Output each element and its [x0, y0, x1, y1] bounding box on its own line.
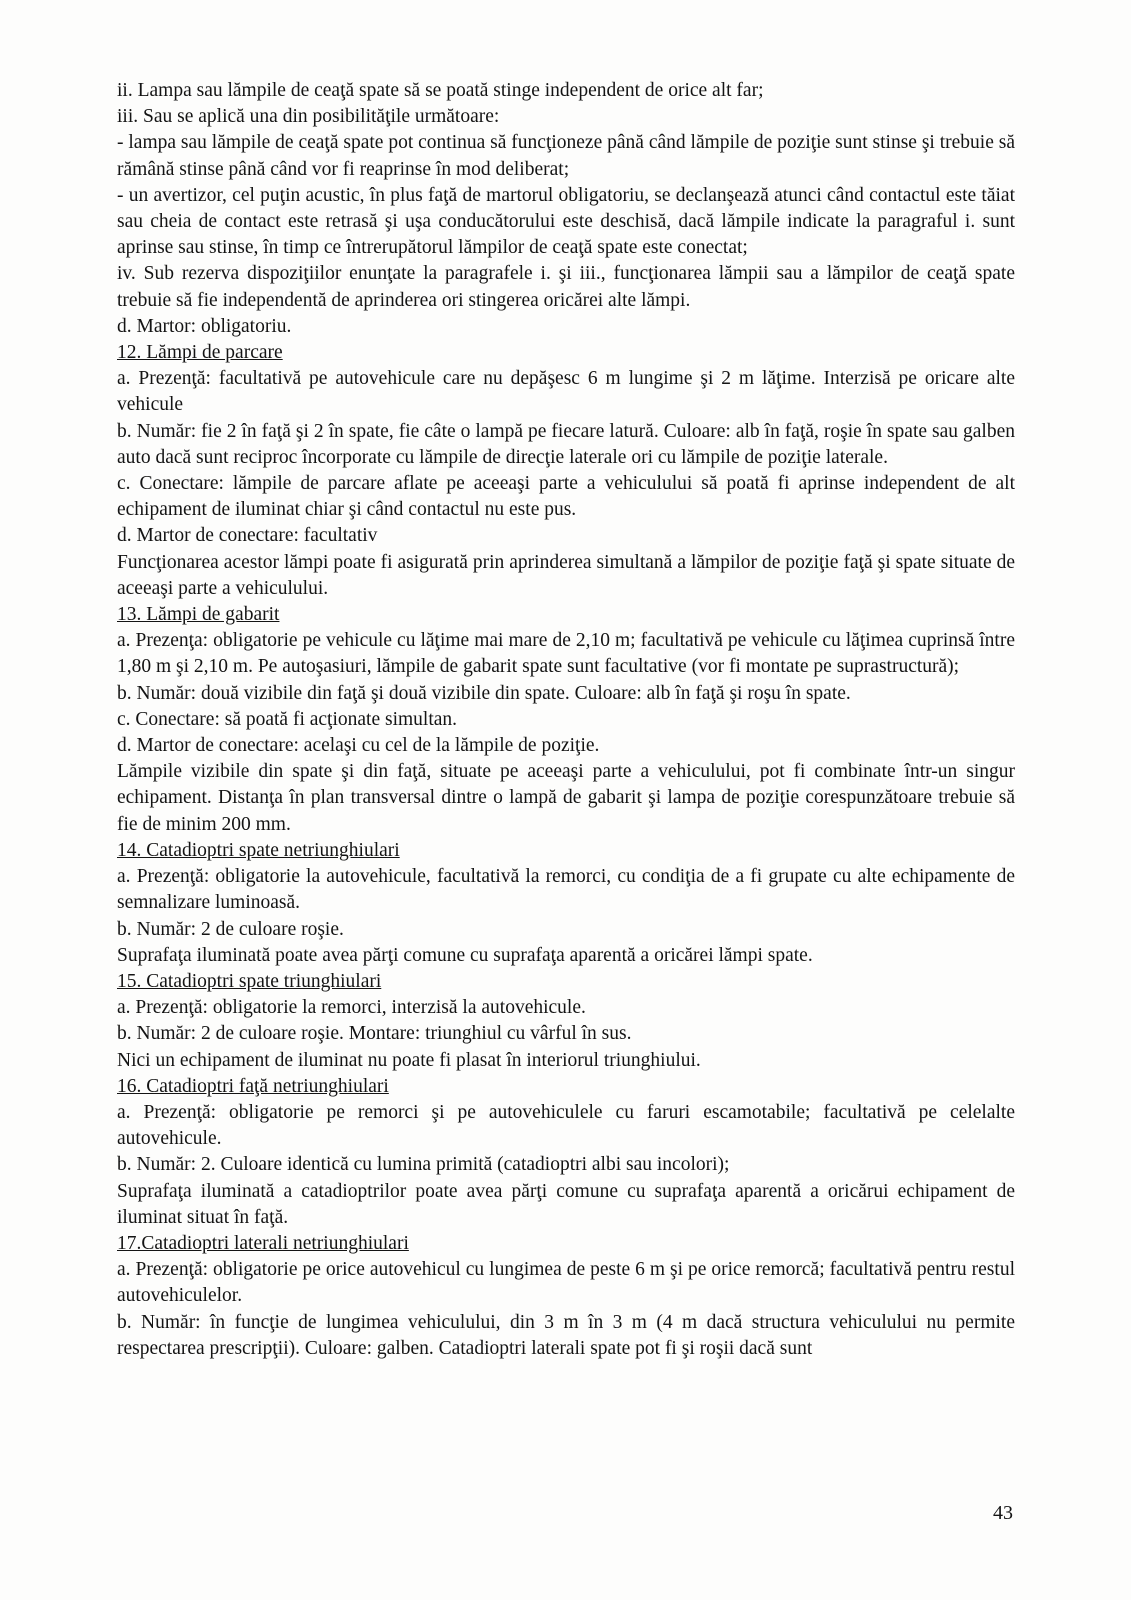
paragraph: Suprafaţa iluminată poate avea părţi comune cu suprafaţa aparentă a oricărei lămpi spate. [117, 944, 813, 966]
paragraph: b. Număr: în funcţie de lungimea vehiculului, din 3 m în 3 m (4 m dacă structura vehiculului nu permite respectarea prescripţii). Culoare: galben. Catadioptri laterali spate pot fi şi roşii dacă sunt [117, 1311, 1015, 1359]
paragraph: iii. Sau se aplică una din posibilităţile următoare: [117, 106, 500, 128]
paragraph: b. Număr: 2. Culoare identică cu lumina primită (catadioptri albi sau incolori); [117, 1154, 730, 1176]
paragraph: b. Număr: 2 de culoare roşie. Montare: triunghiul cu vârful în sus. [117, 1023, 632, 1045]
paragraph: a. Prezenţă: obligatorie pe orice autovehicul cu lungimea de peste 6 m şi pe orice remorcă; facultativă pentru restul autovehiculelor. [117, 1259, 1015, 1307]
section-heading: 14. Catadioptri spate netriunghiulari [117, 839, 400, 861]
paragraph: Lămpile vizibile din spate şi din faţă, situate pe aceeaşi parte a vehiculului, pot fi combinate într-un singur echipament. Distanţa în plan transversal dintre o lampă de gabarit şi lampa de poziţie corespunzătoare trebuie să fie de minim 200 mm. [117, 761, 1015, 835]
paragraph: a. Prezenţă: obligatorie la remorci, interzisă la autovehicule. [117, 997, 586, 1019]
section-heading: 15. Catadioptri spate triunghiulari [117, 970, 382, 992]
section-heading: 12. Lămpi de parcare [117, 342, 283, 364]
paragraph: a. Prezenţă: obligatorie pe remorci şi pe autovehiculele cu faruri escamotabile; facultativă pe celelalte autovehicule. [117, 1101, 1015, 1150]
paragraph: ii. Lampa sau lămpile de ceaţă spate să se poată stinge independent de orice alt far; [117, 80, 764, 101]
page-number: 43 [993, 1502, 1013, 1524]
paragraph: b. Număr: 2 de culoare roşie. [117, 918, 344, 940]
section-heading: 17.Catadioptri laterali netriunghiulari [117, 1232, 409, 1254]
paragraph: b. Număr: două vizibile din faţă şi două vizibile din spate. Culoare: alb în faţă şi roşu în spate. [117, 682, 851, 704]
paragraph: - lampa sau lămpile de ceaţă spate pot continua să funcţioneze până când lămpile de poziţie sunt stinse şi trebuie să rămână stinse până când vor fi reaprinse în mod deliberat; [117, 132, 1015, 180]
paragraph: d. Martor de conectare: facultativ [117, 525, 378, 547]
paragraph: c. Conectare: să poată fi acţionate simultan. [117, 708, 458, 730]
paragraph: b. Număr: fie 2 în faţă şi 2 în spate, fie câte o lampă pe fiecare latură. Culoare: alb în faţă, roşie în spate sau galben auto dacă sunt reciproc încorporate cu lămpile de direcţie laterale ori cu lămpile de poziţie laterale. [117, 420, 1015, 468]
paragraph: Suprafaţa iluminată a catadioptrilor poate avea părţi comune cu suprafaţa aparentă a oricărui echipament de iluminat situat în faţă. [117, 1180, 1015, 1228]
document-content [117, 78, 1015, 1362]
paragraph: a. Prezenţă: obligatorie la autovehicule, facultativă la remorci, cu condiţia de a fi grupate cu alte echipamente de semnalizare luminoasă. [117, 866, 1015, 914]
section-heading: 16. Catadioptri faţă netriunghiulari [117, 1075, 389, 1097]
paragraph: - un avertizor, cel puţin acustic, în plus faţă de martorul obligatoriu, se declanşează atunci când contactul este tăiat sau cheia de contact este retrasă şi uşa conducătorului este deschisă, dacă lămpile indicate la paragraful i. sunt aprinse sau stinse, în timp ce întrerupătorul lămpilor de ceaţă spate este conectat; [117, 184, 1015, 259]
section-heading: 13. Lămpi de gabarit [117, 604, 280, 626]
paragraph: c. Conectare: lămpile de parcare aflate pe aceeaşi parte a vehiculului să poată fi aprinse independent de alt echipament de iluminat chiar şi când contactul nu este pus. [117, 473, 1015, 521]
paragraph: d. Martor de conectare: acelaşi cu cel de la lămpile de poziţie. [117, 735, 600, 757]
paragraph: a. Prezenţa: obligatorie pe vehicule cu lăţime mai mare de 2,10 m; facultativă pe vehicule cu lăţimea cuprinsă între 1,80 m şi 2,10 m. Pe autoşasiuri, lămpile de gabarit spate sunt facultative (vor fi montate pe suprastructură); [117, 630, 1015, 678]
paragraph: d. Martor: obligatoriu. [117, 315, 292, 337]
paragraph: Funcţionarea acestor lămpi poate fi asigurată prin aprinderea simultană a lămpilor de poziţie faţă şi spate situate de aceeaşi parte a vehiculului. [117, 551, 1015, 599]
paragraph: a. Prezenţă: facultativă pe autovehicule care nu depăşesc 6 m lungime şi 2 m lăţime. Interzisă pe oricare alte vehicule [117, 368, 1015, 416]
paragraph: Nici un echipament de iluminat nu poate fi plasat în interiorul triunghiului. [117, 1049, 701, 1071]
paragraph: iv. Sub rezerva dispoziţiilor enunţate la paragrafele i. şi iii., funcţionarea lămpii sau a lămpilor de ceaţă spate trebuie să fie independentă de aprinderea ori stingerea oricărei alte lămpi. [117, 263, 1015, 311]
